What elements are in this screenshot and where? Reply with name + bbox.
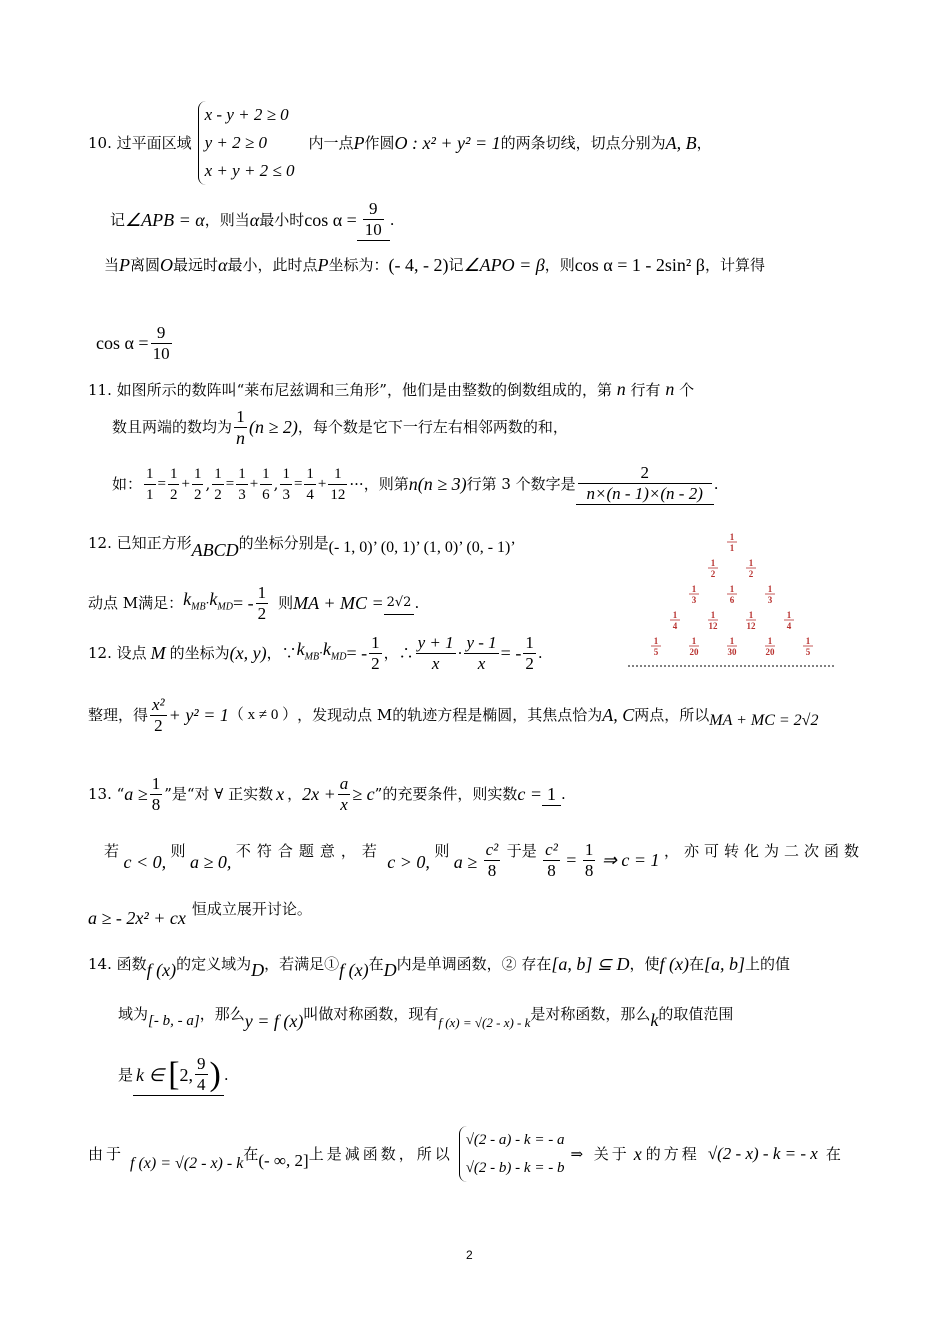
q11-l3a: 如： [112,475,143,493]
q13-s-a: 若 [104,842,120,860]
q10-apb: ∠APB = α [125,210,205,230]
q14-s-system [459,1126,565,1182]
q13-s-c2: c > 0, [387,852,430,872]
q11-l2a: 数且两端的数均为 [112,418,233,436]
q12-half: $\frac{1}{2}$ [257,582,267,623]
q10-sol-p: P [119,255,131,275]
q11-ex2-a: $\frac{1}{2}$ [214,465,222,503]
triangle-entry [708,558,718,579]
q12-since: ，∵ [266,644,297,662]
q11-ex2-c: $\frac{1}{6}$ [262,465,270,503]
q13-sol1 [104,822,864,880]
q11-cond: (n ≥ 2) [249,417,298,437]
q11-line1 [88,378,694,401]
q14-ab2: [a, b] [704,954,746,974]
triangle-entry [670,610,680,631]
q10-region-system [198,101,295,185]
triangle-denominator: 3 [691,595,697,605]
q10-circle: O : x² + y² = 1 [394,133,501,153]
q10-point-p: P [353,133,365,153]
q13-s-c1: c < 0, [123,852,167,872]
q10-tail: 的两条切线，切点分别为 [500,134,666,152]
triangle-numerator: 1 [767,636,773,646]
q12-f1: $\frac{y + 1}{x}$ [417,632,454,673]
q12-s2d: MA + MC = 2√2 [709,712,819,729]
q14-line3: 是 k ∈ [ 2, $\frac{9}{4}$ ) . [118,1054,229,1094]
q11-n: n [616,379,626,399]
q14-l1e: 内是单调函数，② 存在 [396,955,552,973]
q14-l1b: 的定义域为 [176,955,252,973]
q13-s-f: ，亦可转化为二次函数 [663,842,864,860]
q14-l2a: 域为 [118,1005,149,1023]
q10-line1 [88,98,712,188]
triangle-numerator: 1 [710,610,716,620]
q12-s-kmb: $k_{MB}$ [296,638,320,663]
q14-k: k [650,1010,659,1030]
q12-s-eq2: = - [500,643,522,663]
triangle-entry [689,636,699,657]
q10-answer-blank [357,199,390,241]
q12-line1 [88,528,516,558]
q10-sol-g: ，则 [544,256,575,274]
q12-f2: $\frac{y - 1}{x}$ [466,632,497,673]
q10-sol-d: 最小，此时点 [227,256,318,274]
q14-answer-blank: k ∈ [ 2, $\frac{9}{4}$ ) [133,1054,224,1096]
triangle-denominator: 30 [727,647,737,657]
q14-fx3: f (x) [659,954,690,974]
q13-s-f3: $\frac{1}{8}$ [584,839,594,880]
q14-l2c: 叫做对称函数，现有 [303,1005,439,1023]
q14-range: [- b, - a] [148,1013,200,1029]
q12-s1a: 12. 设点 [88,644,147,662]
q10-sol-a: 当 [104,256,120,274]
q10-prefix: 10. 过平面区域 [88,134,192,152]
leibniz-harmonic-triangle [626,528,838,670]
q14-l1g: 在 [689,955,705,973]
triangle-denominator: 5 [805,647,811,657]
triangle-numerator: 1 [748,558,754,568]
q12-sol2 [88,690,818,740]
q14-l1c: ，若满足① [264,955,340,973]
q14-l2e: 的取值范围 [658,1005,734,1023]
q13-s-e: 于是 [506,842,537,860]
q12-ellipse-frac: $\frac{\text{x²}}{2}$ [152,694,165,735]
q13-s-imp: ⇒ c = 1 [601,850,660,870]
triangle-denominator: 12 [708,621,718,631]
q11-l3c: 行第 3 个数字是 [466,475,576,493]
q11-l1c: 个 [679,381,695,399]
q13-x: x [276,784,285,804]
q13-l1b: ”是“对 ∀ 正实数 [164,785,274,803]
q14-s-sys-1: √(2 - a) - k = - a [465,1132,565,1148]
q13-ineq-b: ≥ c [352,784,375,804]
q11-ex1-a: $\frac{1}{1}$ [146,465,154,503]
q14-s-sys-2: √(2 - b) - k = - b [465,1160,565,1176]
q12-eq: = - [232,593,254,613]
q12-abcd: ABCD [191,540,239,560]
q11-ex3-b: $\frac{1}{4}$ [306,465,314,503]
q10-sol-e: 坐标为： [328,256,389,274]
triangle-numerator: 1 [805,636,811,646]
q10-sol-point: (- 4, - 2) [388,255,449,275]
q12-s-kmd: $k_{MD}$ [322,638,347,663]
q12-s2a: 整理，得 [88,706,149,724]
q13-s-b: 则 [170,842,186,860]
q10-sol-p2: P [317,255,329,275]
triangle-numerator: 1 [767,584,773,594]
q12-ellipse-cond: （ x ≠ 0 ） [228,707,298,723]
triangle-denominator: 3 [767,595,773,605]
q11-n2: n [665,379,675,399]
q12-points: (- 1, 0)’ (0, 1)’ (1, 0)’ (0, - 1)’ [328,539,516,556]
q14-line1 [88,946,790,982]
q14-s-f: 在 [825,1145,841,1163]
q12-s-eq: = - [346,643,368,663]
q13-s-f1: $\frac{\text{c²}}{8}$ [485,839,499,880]
triangle-entry [727,636,737,657]
q14-func: f (x) = √(2 - x) - k [438,1015,531,1030]
q12-s1b: 的坐标为 [169,644,230,662]
q12-therefore: ，∴ [383,644,414,662]
q13-ineq-frac: $\frac{a}{x}$ [339,773,349,814]
q10-final-cos: cos α = [96,333,149,353]
q14-s-x: x [633,1144,642,1164]
q12-s-half: $\frac{1}{2}$ [371,632,380,673]
q11-nrow: n(n ≥ 3) [408,474,467,494]
q13-l1d: ”的充要条件，则实数 [374,785,518,803]
q13-frac: $\frac{1}{8}$ [151,773,161,814]
triangle-numerator: 1 [710,558,716,568]
q10-l2c: 最小时 [259,211,305,229]
triangle-numerator: 1 [691,584,697,594]
q10-sol-apo: ∠APO = β [463,255,545,275]
q14-line2 [118,996,733,1032]
q14-ab: [a, b] ⊆ D [551,954,630,974]
q12-xy: (x, y) [229,643,267,663]
triangle-numerator: 1 [729,532,735,542]
q10-sol-cos: cos α = 1 - 2sin² β [574,255,705,275]
q14-l1d: 在 [368,955,384,973]
q14-fx: f (x) [146,960,177,980]
triangle-entry [765,584,775,605]
q14-s-b: 在 [243,1145,259,1163]
q10-ab: A, B [665,133,697,153]
q10-sol-h: ，计算得 [704,256,765,274]
q13-ineq-a: 2x + [302,784,336,804]
q14-yfx: y = f (x) [244,1011,304,1031]
triangle-entry [689,584,699,605]
q10-answer: $\frac{9}{10}$ [364,199,382,239]
q14-s-d: ⇒ 关于 [570,1145,630,1163]
q12-s-half2: $\frac{1}{2}$ [525,632,534,673]
q14-l1h: 上的值 [745,955,791,973]
q14-s-int: (- ∞, 2] [258,1151,309,1170]
q14-l3a: 是 [118,1066,134,1084]
q10-l2a: 记 [110,211,126,229]
q13-s2b: 恒成立展开讨论。 [191,900,312,918]
triangle-denominator: 6 [729,595,735,605]
q10-sol-o: O [160,255,174,275]
q10-final [96,318,174,368]
triangle-entry [803,636,813,657]
q14-solution [88,1124,866,1184]
triangle-numerator: 1 [786,610,792,620]
triangle-entry [651,636,661,657]
triangle-numerator: 1 [691,636,697,646]
q11-ex3-a: $\frac{1}{3}$ [282,465,290,503]
q14-l2b: ，那么 [199,1005,245,1023]
q11-answer: $\frac{2}{n\times(n - 1)\times(n - 2)}$ [578,463,712,504]
q14-fx2: f (x) [339,960,369,980]
q12-kmd: $k_{MD}$ [209,588,233,613]
q10-sol-b: 离圆 [130,256,161,274]
q10-alpha: α [249,210,260,230]
triangle-denominator: 4 [672,621,678,631]
q13-s-f2: $\frac{\text{c²}}{8}$ [545,839,558,880]
q10-l2b: ，则当 [204,211,250,229]
triangle-numerator: 1 [672,610,678,620]
triangle-denominator: 5 [653,647,659,657]
q14-s-a: 由于 [88,1145,125,1163]
q13-s-age: a ≥ [453,852,478,872]
q10-mid2: 作圆 [364,134,395,152]
q12-l2a: 动点 M满足： [88,594,184,612]
triangle-denominator: 2 [710,569,716,579]
triangle-denominator: 12 [746,621,756,631]
triangle-denominator: 4 [786,621,792,631]
q12-l1a: 12. 已知正方形 [88,534,192,552]
q13-l1c: ， [287,785,303,803]
triangle-numerator: 1 [748,610,754,620]
triangle-numerator: 1 [729,636,735,646]
q10-mid: 内一点 [308,134,354,152]
q10-final-frac: $\frac{9}{10}$ [152,322,170,363]
page-number: 2 [466,1248,473,1262]
q11-line3: 如： $\frac{1}{1}$ = $\frac{1}{2}$ + $\frac{1}{2}$ , $\frac{1}{2}$ = $\frac{1}{3}$ + $\frac{1}{6}$ , $\frac{1}{3}$ = $\frac{1}{4}$ + $\frac{1}{12}$ ··· ，则第 n(n ≥ 3) 行第 3 个数字是 $\frac{2}{n\times(n - 1)\times(n - 2)}$ . [112,463,719,503]
q14-kin: k ∈ [136,1064,165,1085]
q13-l1a: 13. “ [88,785,125,803]
q11-end-frac: $\frac{1}{n}$ [236,406,246,448]
q14-s-e: 的方程 [645,1145,700,1163]
q14-ans-frac: $\frac{9}{4}$ [197,1054,206,1094]
triangle-denominator: 20 [689,647,699,657]
q11-ellipsis: ··· [349,475,364,493]
q12-line2: 动点 M满足： $k_{MB}$ · $k_{MD}$ = - $\frac{1}{2}$ 则 MA + MC = 2√2 . [88,582,420,623]
q13-s-d: 则 [434,842,450,860]
q11-l1: 11. 如图所示的数阵叫“莱布尼兹调和三角形”，他们是由整数的倒数组成的，第 [88,381,612,399]
triangle-denominator: 1 [729,543,735,553]
q10-ineq-1: x - y + 2 ≥ 0 [204,105,289,124]
q11-answer-blank [576,463,714,505]
q11-ex1-b: $\frac{1}{2}$ [169,465,178,503]
q10-sol-alpha: α [218,255,228,275]
q10-comma: ， [696,134,712,152]
q13-s-c: 不符合题意，若 [235,842,383,860]
q12-mamc: MA + MC = [293,593,384,613]
q12-sol1: 12. 设点 M 的坐标为 (x, y) ，∵ $k_{MB}$ · $k_{MD}$ = - $\frac{1}{2}$ ，∴ $\frac{y + 1}{x}$ · $\frac{y - 1}{x}$ = - $\frac{1}{2}$ . [88,632,543,673]
q11-ex2-b: $\frac{1}{3}$ [238,465,246,503]
triangle-denominator: 2 [748,569,754,579]
q14-s-eq: √(2 - x) - k = - x [707,1144,818,1163]
q10-ineq-2: y + 2 ≥ 0 [204,133,267,152]
q12-l1b: 的坐标分别是 [238,534,329,552]
q13-s-eq: = [566,850,577,870]
triangle-entry [727,584,737,605]
triangle-entry [727,532,737,553]
triangle-entry [765,636,775,657]
q10-sol-f: 记 [448,256,464,274]
q13-ceq: c = [517,784,542,804]
q11-l1b: 行有 [630,381,661,399]
triangle-numerator: 1 [653,636,659,646]
triangle-entry [708,610,718,631]
q10-ineq-3: x + y + 2 ≤ 0 [204,161,295,180]
q13-s-a0: a ≥ 0, [189,852,232,872]
triangle-numerator: 1 [729,584,735,594]
q12-kmb: $k_{MB}$ [183,588,206,613]
q11-l2b: ，每个数是它下一行左右相邻两数的和， [297,418,568,436]
triangle-entry [746,558,756,579]
q14-l1a: 14. 函数 [88,955,147,973]
q14-l2d: 是对称函数，那么 [530,1005,651,1023]
triangle-entry [746,610,756,631]
q14-s-func: f (x) = √(2 - x) - k [130,1155,244,1172]
q12-m: M [150,643,166,663]
q11-l3b: ，则第 [363,475,409,493]
q12-s2c: 两点，所以 [634,706,710,724]
q10-sol-c: 最远时 [173,256,219,274]
q12-answer: 2√2 [384,592,415,615]
q14-d: D [251,960,265,980]
q12-l2b: 则 [278,594,294,612]
q13-sol2 [88,892,312,926]
q13-cond: a ≥ [124,784,148,804]
q10-line2: 记 ∠APB = α ，则当 α 最小时 cos α = $\frac{9}{10}$ . [110,199,395,239]
q13-line1: 13. “ a ≥ $\frac{1}{8}$ ”是“对 ∀ 正实数 x ， 2x + $\frac{a}{x}$ ≥ c ”的充要条件，则实数 c = 1 . [88,773,566,814]
q11-ex1-c: $\frac{1}{2}$ [193,465,202,503]
q11-ex3-c: $\frac{1}{12}$ [330,465,346,503]
q10-solution-line [104,248,765,282]
q14-ans-left: 2, [179,1064,194,1085]
q12-ellipse-rest: + y² = 1 [168,705,229,725]
q13-s2: a ≥ - 2x² + cx [88,908,186,928]
q12-s2b: ，发现动点 M的轨迹方程是椭圆，其焦点恰为 [297,706,603,724]
triangle-entry [784,610,794,631]
q13-answer: 1 [542,783,561,806]
q14-d2: D [383,960,397,980]
q10-cos: cos α = [304,210,357,230]
triangle-denominator: 20 [765,647,775,657]
q12-ac: A, C [602,705,635,725]
q11-line2 [112,404,568,450]
q14-s-c: 上是减函数，所以 [308,1145,453,1163]
q14-l1f: ，使 [629,955,660,973]
